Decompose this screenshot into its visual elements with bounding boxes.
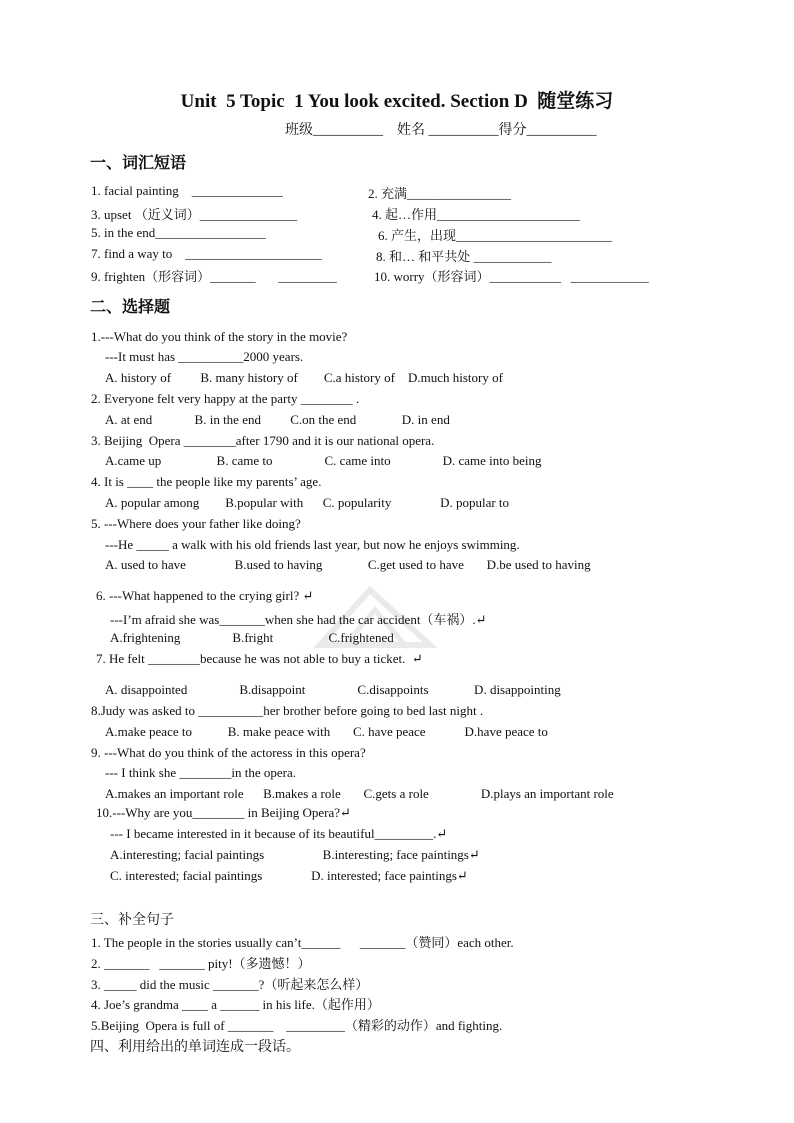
question-line: 4. It is ____ the people like my parents’ age. — [91, 474, 322, 489]
question-line: 1.---What do you think of the story in the movie? — [91, 329, 348, 344]
question-line: ---It must has __________2000 years. — [105, 349, 304, 364]
question-line: 10.---Why are you________ in Beijing Opera?↵ — [96, 805, 351, 820]
student-info-line: 班级__________ 姓名 __________得分__________ — [285, 123, 597, 138]
question-line: 2. Everyone felt very happy at the party ________ . — [91, 391, 360, 406]
sentence-line: 4. Joe’s grandma ____ a ______ in his life.（起作用） — [91, 997, 380, 1012]
vocab-item: 5. in the end_________________ — [91, 225, 266, 240]
vocab-item: 2. 充满________________ — [368, 186, 512, 201]
question-line: 3. Beijing Opera ________after 1790 and it is our national opera. — [91, 433, 435, 448]
sentence-line: 2. _______ _______ pity!（多遗憾！） — [91, 956, 311, 971]
option-line: A. used to have B.used to having C.get used to have D.be used to having — [105, 557, 591, 572]
vocab-item: 7. find a way to _____________________ — [91, 246, 322, 261]
option-line: A. disappointed B.disappoint C.disappoints D. disappointing — [105, 682, 561, 697]
vocab-item: 10. worry（形容词）___________ ____________ — [374, 269, 649, 284]
option-line: A. popular among B.popular with C. popularity D. popular to — [105, 495, 510, 510]
vocab-item: 9. frighten（形容词）_______ _________ — [91, 269, 337, 284]
sentence-line: 3. _____ did the music _______?（听起来怎么样） — [91, 977, 369, 992]
page-title: Unit 5 Topic 1 You look excited. Section D 随堂练习 — [180, 91, 614, 112]
option-line: A.make peace to B. make peace with C. have peace D.have peace to — [105, 724, 548, 739]
question-line: 6. ---What happened to the crying girl? ↵ — [96, 588, 314, 603]
question-line: 7. He felt ________because he was not able to buy a ticket. ↵ — [96, 651, 423, 666]
question-line: --- I think she ________in the opera. — [105, 765, 296, 780]
option-line: C. interested; facial paintings D. interested; face paintings↵ — [110, 868, 468, 883]
section-choice-heading: 二、选择题 — [90, 297, 171, 316]
question-line: 8.Judy was asked to __________her brother before going to bed last night . — [91, 703, 484, 718]
vocab-item: 3. upset （近义词）_______________ — [91, 207, 298, 222]
watermark-logo — [300, 575, 450, 665]
option-line: A.frightening B.fright C.frightened — [110, 630, 394, 645]
section-vocab-heading: 一、词汇短语 — [90, 153, 187, 172]
question-line: 5. ---Where does your father like doing? — [91, 516, 301, 531]
question-line: 9. ---What do you think of the actoress in this opera? — [91, 745, 366, 760]
vocab-item: 6. 产生，出现________________________ — [378, 228, 613, 243]
option-line: A.came up B. came to C. came into D. came into being — [105, 453, 542, 468]
sentence-line: 5.Beijing Opera is full of _______ _________（精彩的动作）and fighting. — [91, 1018, 503, 1033]
vocab-item: 8. 和… 和平共处 ____________ — [376, 249, 552, 264]
question-line: ---I’m afraid she was_______when she had the car accident（车祸）.↵ — [110, 612, 487, 627]
question-line: ---He _____ a walk with his old friends last year, but now he enjoys swimming. — [105, 537, 520, 552]
vocab-item: 4. 起…作用______________________ — [372, 207, 581, 222]
option-line: A.interesting; facial paintings B.interesting; face paintings↵ — [110, 847, 480, 862]
section-complete-heading: 三、补全句子 — [90, 912, 174, 928]
section-paragraph-heading: 四、利用给出的单词连成一段话。 — [90, 1039, 300, 1055]
sentence-line: 1. The people in the stories usually can’t______ _______（赞同）each other. — [91, 935, 514, 950]
option-line: A.makes an important role B.makes a role C.gets a role D.plays an important role — [105, 786, 614, 801]
option-line: A. at end B. in the end C.on the end D. in end — [105, 412, 450, 427]
question-line: --- I became interested in it because of its beautiful_________.↵ — [110, 826, 448, 841]
option-line: A. history of B. many history of C.a history of D.much history of — [105, 370, 503, 385]
vocab-item: 1. facial painting ______________ — [91, 183, 283, 198]
